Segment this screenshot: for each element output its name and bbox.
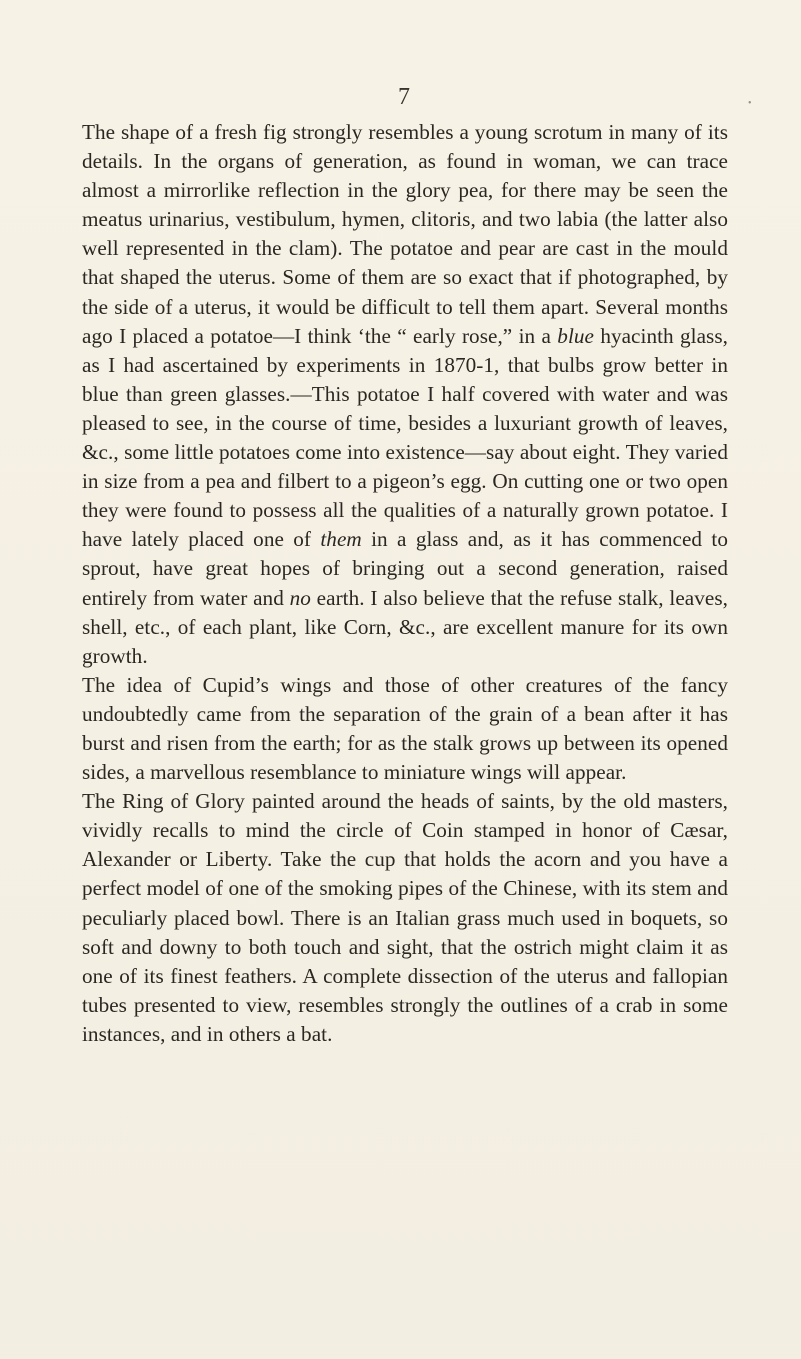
paragraph-text: earth. I also believe that the refuse stalk, leaves, shell, etc., of each plant, like Corn, &c., are excellent manure for its own growth. <box>82 585 728 668</box>
italic-word-them: them <box>320 527 362 552</box>
paragraph-fig-potatoe <box>82 118 728 671</box>
paragraph-cupid-wings <box>82 671 728 787</box>
italic-word-blue: blue <box>557 323 594 348</box>
paragraph-text: The idea of Cupid’s wings and those of other creatures of the fancy undoubtedly came from the separation of the grain of a bean after it has burst and risen from the earth; for as the stalk grows up between its opened sides, a marvellous resemblance to miniature wings will appear. <box>82 672 728 785</box>
paragraph-text: in a glass and, as it has commenced to sprout, have great hopes of bringing out a second generation, raised entirely from water and <box>82 527 728 610</box>
page-number: 7 <box>398 84 410 110</box>
margin-mark: • <box>748 98 752 109</box>
paragraph-text: hyacinth glass, as I had ascertained by experiments in 1870-1, that bulbs grow better in blue than green glasses.—This potatoe I half covered with water and was pleased to see, in the course of time, besides a luxuriant growth of leaves, &c., some little potatoes come into existence—say about eight. They varied in size from a pea and filbert to a pigeon’s egg. On cutting one or two open they were found to possess all the qualities of a naturally grown potatoe. I have lately placed one of <box>82 323 728 552</box>
body-text <box>82 118 728 1049</box>
paragraph-ring-of-glory <box>82 787 728 1049</box>
paragraph-text: The shape of a fresh fig strongly resembles a young scrotum in many of its details. In the organs of generation, as found in woman, we can trace almost a mirrorlike reflection in the glory pea, for there may be seen the meatus urinarius, vestibulum, hymen, clitoris, and two labia (the latter also well represented in the clam). The potatoe and pear are cast in the mould that shaped the uterus. Some of them are so exact that if photographed, by the side of a uterus, it would be difficult to tell them apart. Several months ago I placed a potatoe—I think ‘the “ early rose,” in a <box>82 120 728 348</box>
paragraph-text: The Ring of Glory painted around the heads of saints, by the old masters, vividly recalls to mind the circle of Coin stamped in honor of Cæsar, Alexander or Liberty. Take the cup that holds the acorn and you have a perfect model of one of the smoking pipes of the Chinese, with its stem and peculiarly placed bowl. There is an Italian grass much used in boquets, so soft and downy to both touch and sight, that the ostrich might claim it as one of its finest feathers. A complete dissection of the uterus and fallopian tubes presented to view, resembles strongly the outlines of a crab in some instances, and in others a bat. <box>82 789 728 1046</box>
italic-word-no: no <box>289 585 311 610</box>
